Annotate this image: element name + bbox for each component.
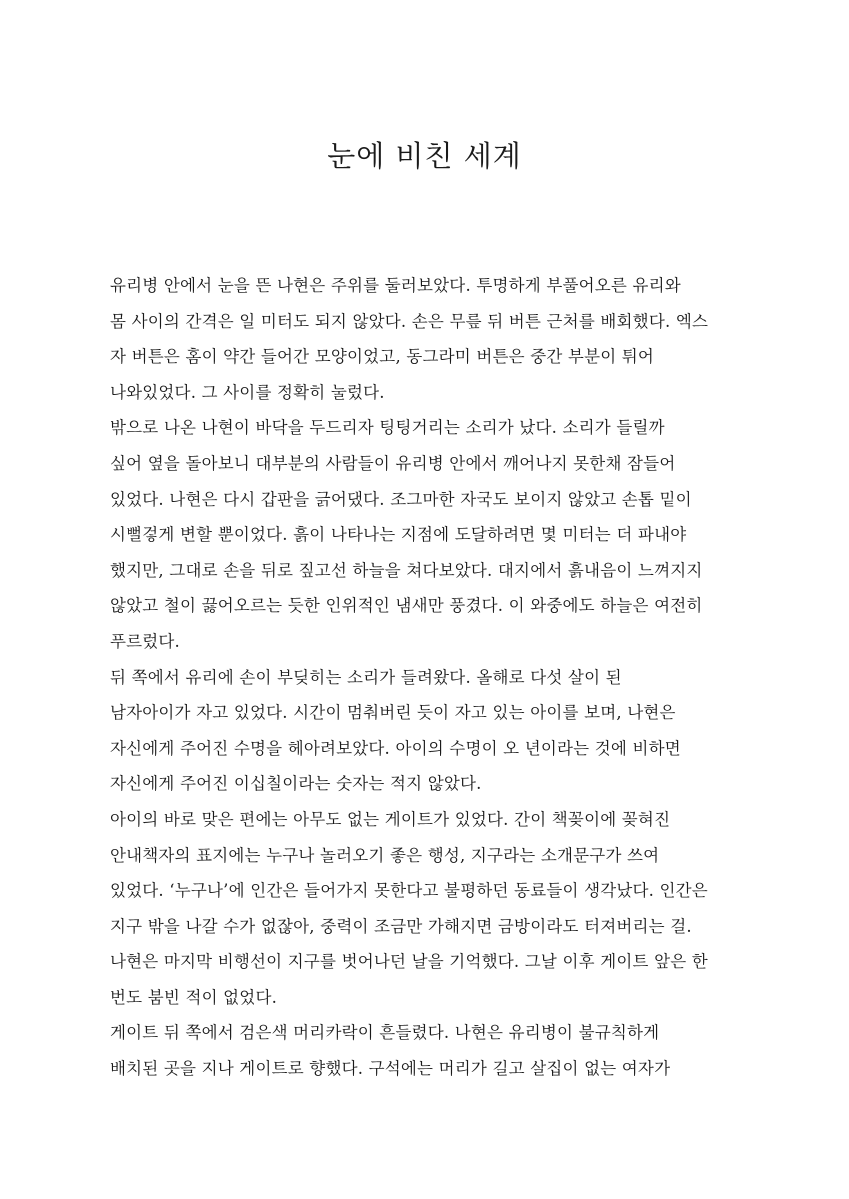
text-line: 배치된 곳을 지나 게이트로 향했다. 구석에는 머리가 길고 살집이 없는 여자가: [110, 1059, 671, 1079]
text-line: 아이의 바로 맞은 편에는 아무도 없는 게이트가 있었다. 간이 책꽂이에 꽂혀진: [110, 809, 671, 829]
text-line: 자 버튼은 홈이 약간 들어간 모양이었고, 동그라미 버튼은 중간 부분이 튀어: [110, 347, 655, 367]
text-line: 나와있었다. 그 사이를 정확히 눌렀다.: [110, 382, 385, 402]
text-line: 시뻘겋게 변할 뿐이었다. 흙이 나타나는 지점에 도달하려면 몇 미터는 더 파내야: [110, 525, 687, 545]
text-line: 번도 붐빈 적이 없었다.: [110, 987, 278, 1007]
text-line: 자신에게 주어진 수명을 헤아려보았다. 아이의 수명이 오 년이라는 것에 비하면: [110, 738, 681, 758]
text-line: 남자아이가 자고 있었다. 시간이 멈춰버린 듯이 자고 있는 아이를 보며, 나현은: [110, 703, 676, 723]
text-line: 싶어 옆을 돌아보니 대부분의 사람들이 유리병 안에서 깨어나지 못한채 잠들어: [110, 453, 676, 473]
text-line: 나현은 마지막 비행선이 지구를 벗어나던 날을 기억했다. 그날 이후 게이트 앞은 한: [110, 952, 708, 972]
text-line: 게이트 뒤 쪽에서 검은색 머리카락이 흔들렸다. 나현은 유리병이 불규칙하게: [110, 1023, 660, 1043]
text-line: 있었다. ‘누구나’에 인간은 들어가지 못한다고 불평하던 동료들이 생각났다. 인간은: [110, 881, 708, 901]
body-text: [110, 268, 770, 1087]
text-line: 지구 밖을 나갈 수가 없잖아, 중력이 조금만 가해지면 금방이라도 터져버리는 걸.: [110, 916, 692, 936]
text-line: 뒤 쪽에서 유리에 손이 부딪히는 소리가 들려왔다. 올해로 다섯 살이 된: [110, 667, 622, 687]
page-title: 눈에 비친 세계: [327, 139, 522, 173]
text-line: 몸 사이의 간격은 일 미터도 되지 않았다. 손은 무릎 뒤 버튼 근처를 배회했다. 엑스: [110, 311, 709, 331]
text-line: 있었다. 나현은 다시 갑판을 긁어댔다. 조그마한 자국도 보이지 않았고 손톱 밑이: [110, 489, 692, 509]
text-line: 않았고 철이 끓어오르는 듯한 인위적인 냄새만 풍겼다. 이 와중에도 하늘은 여전히: [110, 596, 703, 616]
text-line: 자신에게 주어진 이십칠이라는 숫자는 적지 않았다.: [110, 774, 482, 794]
text-line: 밖으로 나온 나현이 바닥을 두드리자 팅팅거리는 소리가 났다. 소리가 들릴까: [110, 418, 665, 438]
text-line: 했지만, 그대로 손을 뒤로 짚고선 하늘을 쳐다보았다. 대지에서 흙내음이 느껴지지: [110, 560, 703, 580]
text-line: 유리병 안에서 눈을 뜬 나현은 주위를 둘러보았다. 투명하게 부풀어오른 유리와: [110, 276, 681, 295]
text-line: 안내책자의 표지에는 누구나 놀러오기 좋은 행성, 지구라는 소개문구가 쓰여: [110, 845, 660, 865]
text-line: 푸르렀다.: [110, 631, 181, 651]
